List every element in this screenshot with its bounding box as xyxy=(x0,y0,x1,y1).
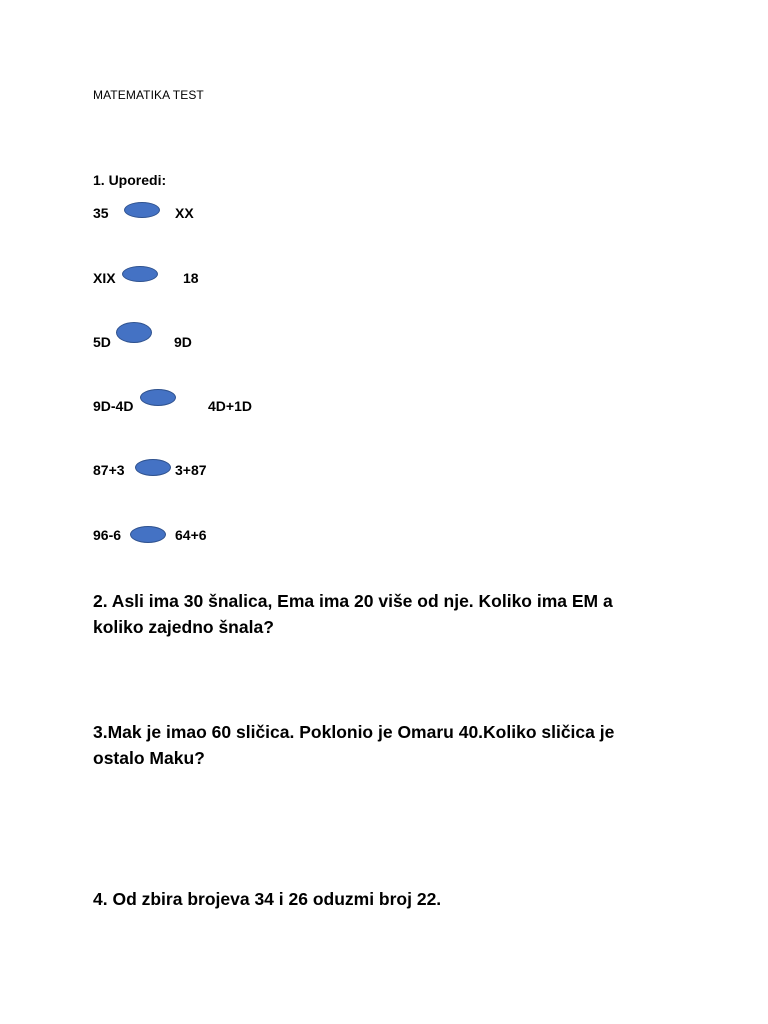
compare-right-2: 18 xyxy=(183,270,199,286)
task-2-line-1: 2. Asli ima 30 šnalica, Ema ima 20 više od nje. Koliko ima EM a xyxy=(93,591,613,611)
task-3-line-1: 3.Mak je imao 60 sličica. Poklonio je Omaru 40.Koliko sličica je xyxy=(93,722,615,742)
task-2-line-2: koliko zajedno šnala? xyxy=(93,617,274,637)
compare-left-4: 9D-4D xyxy=(93,398,134,414)
compare-oval-5[interactable] xyxy=(135,459,171,476)
task-4-line-1: 4. Od zbira brojeva 34 i 26 oduzmi broj 22. xyxy=(93,889,442,909)
compare-oval-3[interactable] xyxy=(116,322,152,343)
compare-right-4: 4D+1D xyxy=(208,398,252,414)
task-3 xyxy=(93,719,614,771)
task-1-heading: 1. Uporedi: xyxy=(93,172,167,188)
task-3-line-2: ostalo Maku? xyxy=(93,748,205,768)
task-4 xyxy=(93,886,441,912)
compare-oval-6[interactable] xyxy=(130,526,166,543)
compare-left-2: XIX xyxy=(93,270,116,286)
compare-left-3: 5D xyxy=(93,334,111,350)
compare-oval-1[interactable] xyxy=(124,202,160,218)
task-2 xyxy=(93,588,613,640)
compare-oval-4[interactable] xyxy=(140,389,176,406)
compare-left-5: 87+3 xyxy=(93,462,125,478)
compare-right-5: 3+87 xyxy=(175,462,207,478)
compare-left-1: 35 xyxy=(93,205,109,221)
compare-right-6: 64+6 xyxy=(175,527,207,543)
compare-oval-2[interactable] xyxy=(122,266,158,282)
compare-right-1: XX xyxy=(175,205,194,221)
compare-left-6: 96-6 xyxy=(93,527,122,543)
test-title: MATEMATIKA TEST xyxy=(93,88,204,102)
compare-right-3: 9D xyxy=(174,334,192,350)
